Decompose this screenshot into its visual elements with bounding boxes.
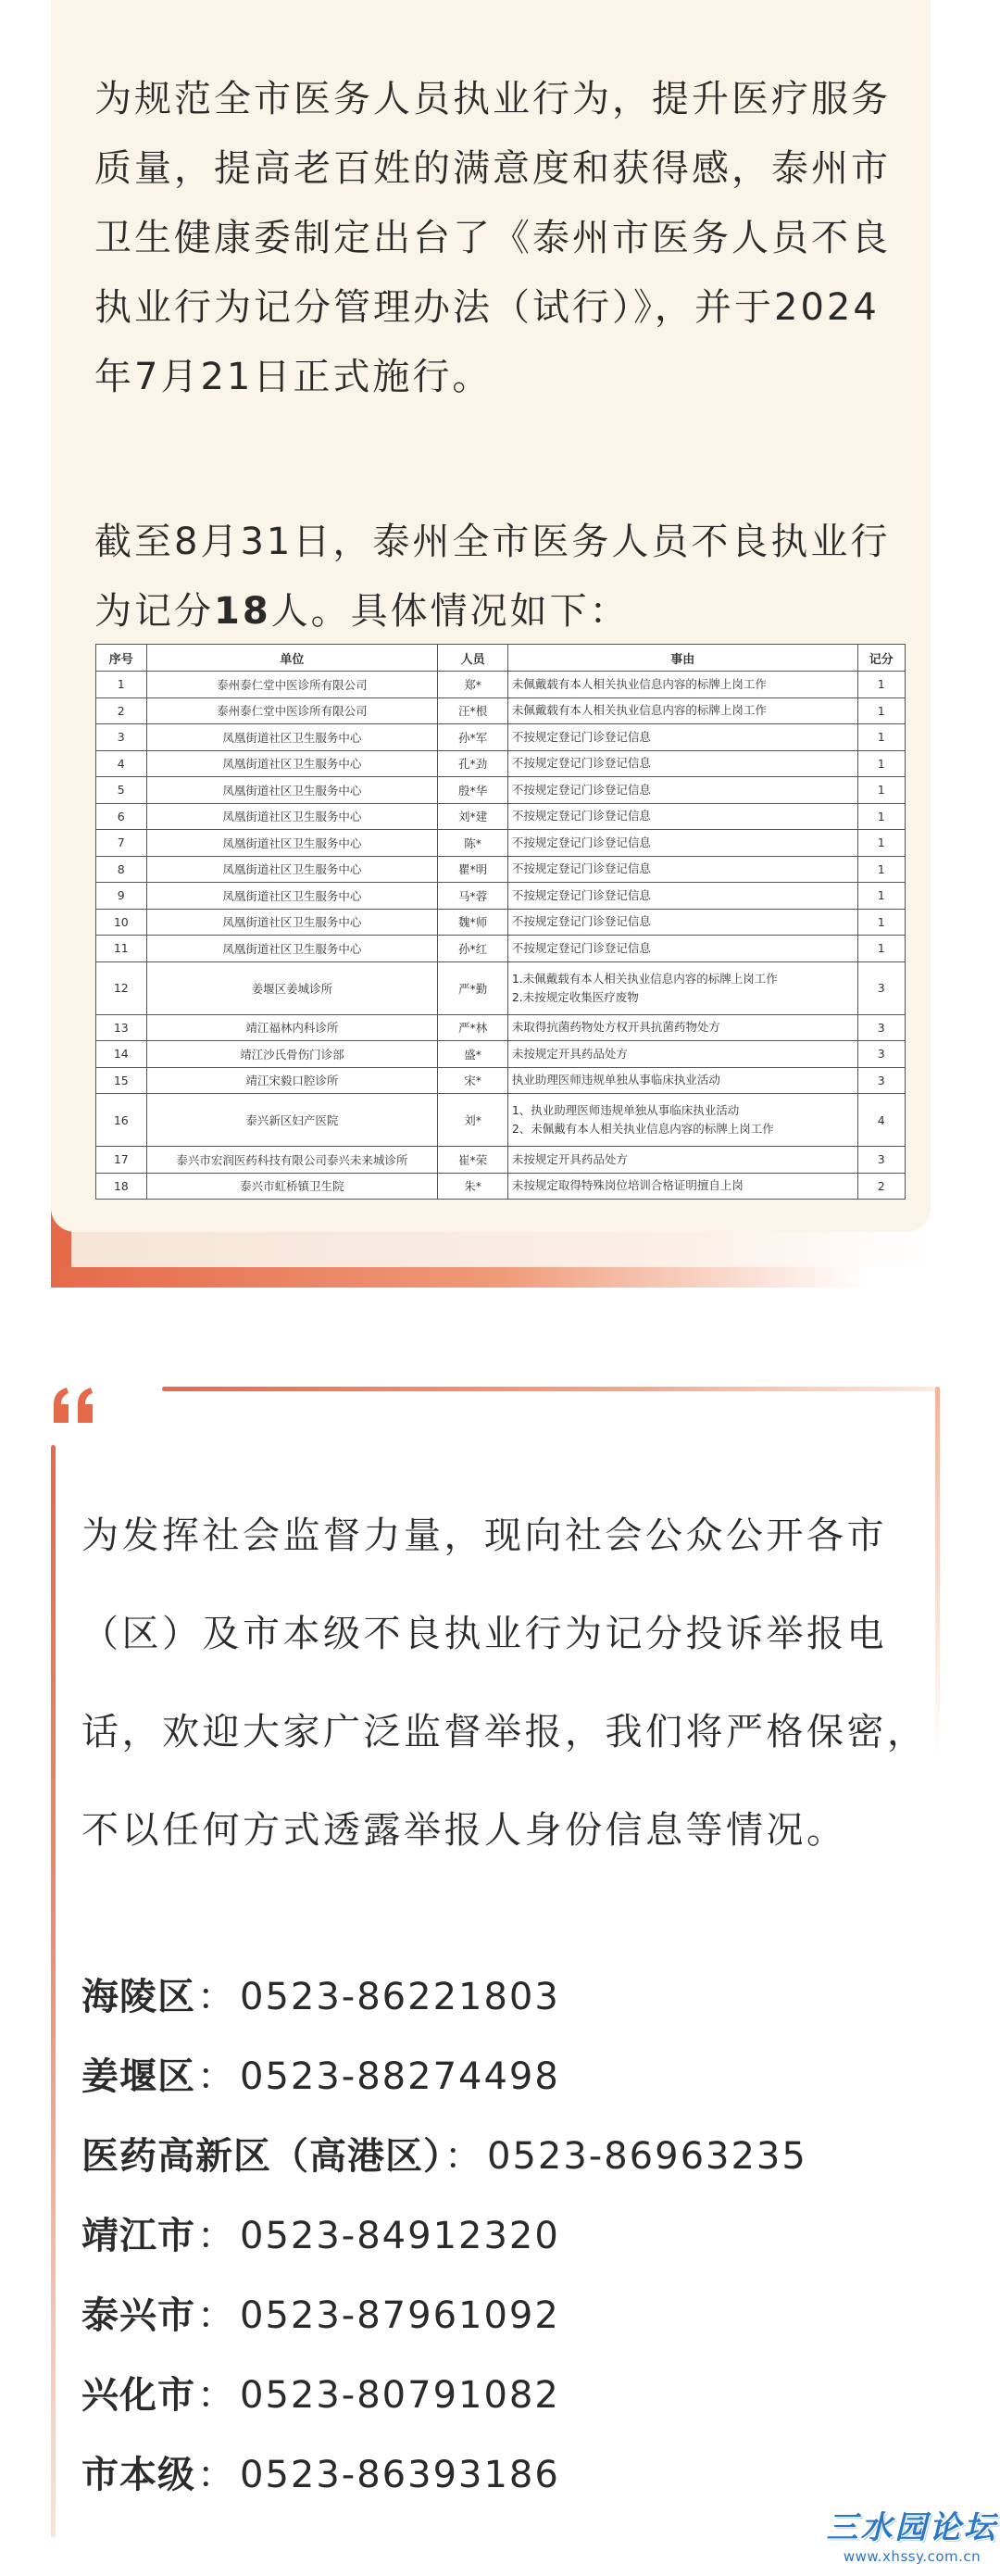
row-matter-line: 不按规定登记门诊登记信息 bbox=[511, 809, 651, 823]
hotline-list bbox=[81, 1957, 933, 2515]
row-person: 魏*师 bbox=[438, 909, 508, 936]
row-number: 15 bbox=[96, 1067, 147, 1094]
row-score: 1 bbox=[857, 724, 905, 751]
row-unit: 泰州泰仁堂中医诊所有限公司 bbox=[146, 697, 438, 724]
row-matter bbox=[507, 750, 857, 777]
row-score: 1 bbox=[857, 803, 905, 830]
hotline-district: 市本级 bbox=[81, 2454, 195, 2496]
hotline-district: 靖江市 bbox=[81, 2215, 195, 2257]
row-score: 3 bbox=[857, 1147, 905, 1174]
row-person: 严*勤 bbox=[438, 961, 508, 1014]
row-number: 13 bbox=[96, 1014, 147, 1041]
row-unit: 凤凰街道社区卫生服务中心 bbox=[146, 803, 438, 830]
table-body bbox=[96, 672, 906, 1200]
hotline-separator: ： bbox=[197, 2055, 234, 2098]
quote-frame-right bbox=[935, 1387, 940, 1757]
row-matter-line: 不按规定登记门诊登记信息 bbox=[511, 756, 651, 771]
hotline-phone[interactable]: 0523-88274498 bbox=[240, 2055, 560, 2098]
hotline-district: 海陵区 bbox=[81, 1976, 195, 2018]
summary-text-before: 截至8月31日，泰州全市医务人员不良执业行为记分 bbox=[94, 521, 891, 633]
hotline-phone[interactable]: 0523-86963235 bbox=[487, 2135, 807, 2178]
table-row bbox=[96, 856, 906, 883]
row-person: 殷*华 bbox=[438, 777, 508, 804]
row-matter bbox=[507, 697, 857, 724]
row-unit: 凤凰街道社区卫生服务中心 bbox=[146, 750, 438, 777]
row-unit: 泰兴新区妇产医院 bbox=[146, 1094, 438, 1147]
row-matter-line: 不按规定登记门诊登记信息 bbox=[511, 782, 651, 797]
row-person: 崔*荣 bbox=[438, 1147, 508, 1174]
row-person: 刘* bbox=[438, 1094, 508, 1147]
row-matter-line: 未佩戴载有本人相关执业信息内容的标牌上岗工作 bbox=[511, 703, 767, 718]
forum-watermark bbox=[824, 2507, 1000, 2572]
row-number: 1 bbox=[96, 672, 147, 698]
row-matter-line: 1、执业助理医师违规单独从事临床执业活动 bbox=[511, 1103, 740, 1117]
row-score: 3 bbox=[857, 1067, 905, 1094]
header-no: 序号 bbox=[96, 645, 147, 672]
row-unit: 泰兴市宏润医药科技有限公司泰兴未来城诊所 bbox=[146, 1147, 438, 1174]
row-matter-line: 不按规定登记门诊登记信息 bbox=[511, 729, 651, 744]
row-score: 1 bbox=[857, 777, 905, 804]
row-score: 3 bbox=[857, 961, 905, 1014]
row-score: 3 bbox=[857, 1014, 905, 1041]
hotline-separator: ： bbox=[444, 2135, 481, 2178]
row-score: 4 bbox=[857, 1094, 905, 1147]
row-score: 1 bbox=[857, 883, 905, 910]
row-number: 3 bbox=[96, 724, 147, 751]
header-matter: 事由 bbox=[507, 645, 857, 672]
card-shadow bbox=[71, 1232, 932, 1267]
hotline-item bbox=[81, 2356, 933, 2435]
table-row bbox=[96, 883, 906, 910]
row-number: 10 bbox=[96, 909, 147, 936]
hotline-item bbox=[81, 2276, 933, 2356]
row-number: 4 bbox=[96, 750, 147, 777]
table-row bbox=[96, 936, 906, 962]
row-matter-line: 不按规定登记门诊登记信息 bbox=[511, 861, 651, 876]
row-matter-line: 未取得抗菌药物处方权开具抗菌药物处方 bbox=[511, 1020, 720, 1035]
row-matter bbox=[507, 936, 857, 962]
table-row bbox=[96, 830, 906, 857]
row-number: 8 bbox=[96, 856, 147, 883]
summary-text-after: 人。具体情况如下： bbox=[270, 590, 630, 633]
row-number: 7 bbox=[96, 830, 147, 857]
hotline-separator: ： bbox=[197, 1976, 234, 2018]
row-unit: 凤凰街道社区卫生服务中心 bbox=[146, 830, 438, 857]
hotline-district: 泰兴市 bbox=[81, 2294, 195, 2337]
row-matter bbox=[507, 1041, 857, 1068]
row-matter bbox=[507, 1014, 857, 1041]
row-person: 孔*劲 bbox=[438, 750, 508, 777]
header-person: 人员 bbox=[438, 645, 508, 672]
row-matter-line: 2.未按规定收集医疗废物 bbox=[511, 989, 639, 1004]
row-matter bbox=[507, 883, 857, 910]
row-number: 5 bbox=[96, 777, 147, 804]
row-person: 宋* bbox=[438, 1067, 508, 1094]
hotline-phone[interactable]: 0523-87961092 bbox=[240, 2294, 560, 2337]
row-score: 3 bbox=[857, 1041, 905, 1068]
row-number: 2 bbox=[96, 697, 147, 724]
row-matter bbox=[507, 1067, 857, 1094]
hotline-district: 兴化市 bbox=[81, 2374, 195, 2417]
row-matter bbox=[507, 961, 857, 1014]
hotline-separator: ： bbox=[197, 2374, 234, 2417]
row-person: 刘*建 bbox=[438, 803, 508, 830]
row-person: 朱* bbox=[438, 1173, 508, 1200]
row-score: 1 bbox=[857, 672, 905, 698]
row-score: 1 bbox=[857, 697, 905, 724]
table-row bbox=[96, 1014, 906, 1041]
quote-frame-top bbox=[162, 1387, 940, 1391]
table-row bbox=[96, 909, 906, 936]
row-number: 17 bbox=[96, 1147, 147, 1174]
row-person: 汪*根 bbox=[438, 697, 508, 724]
row-matter bbox=[507, 1147, 857, 1174]
card-accent-bottom bbox=[51, 1267, 866, 1288]
row-number: 18 bbox=[96, 1173, 147, 1200]
quote-frame-left bbox=[51, 1445, 56, 2538]
table-row bbox=[96, 777, 906, 804]
row-score: 2 bbox=[857, 1173, 905, 1200]
row-score: 1 bbox=[857, 856, 905, 883]
row-matter-line: 执业助理医师违规单独从事临床执业活动 bbox=[511, 1073, 720, 1087]
row-matter-line: 未按规定开具药品处方 bbox=[511, 1046, 628, 1061]
row-matter bbox=[507, 672, 857, 698]
row-number: 14 bbox=[96, 1041, 147, 1068]
table-row bbox=[96, 803, 906, 830]
row-unit: 泰州泰仁堂中医诊所有限公司 bbox=[146, 672, 438, 698]
hotline-district: 医药高新区（高港区） bbox=[81, 2135, 443, 2178]
table-row bbox=[96, 1094, 906, 1147]
header-score: 记分 bbox=[857, 645, 905, 672]
quote-mark-icon bbox=[48, 1382, 104, 1428]
hotline-phone[interactable]: 0523-86221803 bbox=[240, 1976, 560, 2018]
row-matter-line: 未佩戴载有本人相关执业信息内容的标牌上岗工作 bbox=[511, 676, 767, 691]
row-matter bbox=[507, 909, 857, 936]
summary-count: 18 bbox=[214, 590, 271, 633]
row-matter bbox=[507, 1173, 857, 1200]
table-row bbox=[96, 724, 906, 751]
row-unit: 凤凰街道社区卫生服务中心 bbox=[146, 883, 438, 910]
hotline-phone[interactable]: 0523-86393186 bbox=[240, 2454, 560, 2496]
table-row bbox=[96, 1173, 906, 1200]
watermark-url: www.xhssy.com.cn bbox=[843, 2548, 981, 2565]
row-matter-line: 不按规定登记门诊登记信息 bbox=[511, 940, 651, 955]
table-row bbox=[96, 750, 906, 777]
row-number: 12 bbox=[96, 961, 147, 1014]
row-number: 9 bbox=[96, 883, 147, 910]
row-unit: 泰兴市虹桥镇卫生院 bbox=[146, 1173, 438, 1200]
table-row bbox=[96, 961, 906, 1014]
row-unit: 凤凰街道社区卫生服务中心 bbox=[146, 936, 438, 962]
row-matter-line: 不按规定登记门诊登记信息 bbox=[511, 835, 651, 849]
row-score: 1 bbox=[857, 936, 905, 962]
summary-paragraph bbox=[94, 508, 909, 647]
row-matter bbox=[507, 803, 857, 830]
hotline-item bbox=[81, 2196, 933, 2276]
row-matter bbox=[507, 724, 857, 751]
row-unit: 靖江沙氏骨伤门诊部 bbox=[146, 1041, 438, 1068]
row-unit: 姜堰区姜城诊所 bbox=[146, 961, 438, 1014]
row-unit: 靖江宋毅口腔诊所 bbox=[146, 1067, 438, 1094]
table-row bbox=[96, 1147, 906, 1174]
row-matter-line: 1.未佩戴载有本人相关执业信息内容的标牌上岗工作 bbox=[511, 971, 778, 986]
watermark-brand: 三水园论坛 bbox=[826, 2509, 998, 2546]
row-matter-line: 不按规定登记门诊登记信息 bbox=[511, 914, 651, 929]
row-number: 6 bbox=[96, 803, 147, 830]
hotline-separator: ： bbox=[197, 2215, 234, 2257]
row-person: 孙*红 bbox=[438, 936, 508, 962]
row-matter-line: 2、未佩戴有本人相关执业信息内容的标牌上岗工作 bbox=[511, 1122, 774, 1136]
table-row bbox=[96, 672, 906, 698]
table-row bbox=[96, 1041, 906, 1068]
row-matter bbox=[507, 777, 857, 804]
hotline-separator: ： bbox=[197, 2294, 234, 2337]
row-matter-line: 不按规定登记门诊登记信息 bbox=[511, 887, 651, 902]
row-matter-line: 未按规定取得特殊岗位培训合格证明擅自上岗 bbox=[511, 1178, 744, 1193]
table-row bbox=[96, 1067, 906, 1094]
hotline-item bbox=[81, 1957, 933, 2037]
row-person: 孙*军 bbox=[438, 724, 508, 751]
header-unit: 单位 bbox=[146, 645, 438, 672]
row-person: 严*林 bbox=[438, 1014, 508, 1041]
hotline-item bbox=[81, 2117, 933, 2196]
row-person: 瞿*明 bbox=[438, 856, 508, 883]
row-unit: 凤凰街道社区卫生服务中心 bbox=[146, 856, 438, 883]
row-unit: 靖江福林内科诊所 bbox=[146, 1014, 438, 1041]
hotline-item bbox=[81, 2435, 933, 2515]
row-number: 16 bbox=[96, 1094, 147, 1147]
hotline-item bbox=[81, 2037, 933, 2117]
row-score: 1 bbox=[857, 750, 905, 777]
table-row bbox=[96, 697, 906, 724]
hotline-phone[interactable]: 0523-84912320 bbox=[240, 2215, 560, 2257]
table-header-row bbox=[96, 645, 906, 672]
row-person: 郑* bbox=[438, 672, 508, 698]
row-person: 盛* bbox=[438, 1041, 508, 1068]
hotline-phone[interactable]: 0523-80791082 bbox=[240, 2374, 560, 2417]
scoring-table bbox=[95, 644, 906, 1200]
row-score: 1 bbox=[857, 909, 905, 936]
row-matter bbox=[507, 856, 857, 883]
row-score: 1 bbox=[857, 830, 905, 857]
row-person: 陈* bbox=[438, 830, 508, 857]
row-number: 11 bbox=[96, 936, 147, 962]
hotline-district: 姜堰区 bbox=[81, 2055, 195, 2098]
row-matter-line: 未按规定开具药品处方 bbox=[511, 1151, 628, 1166]
row-unit: 凤凰街道社区卫生服务中心 bbox=[146, 909, 438, 936]
row-person: 马*蓉 bbox=[438, 883, 508, 910]
row-matter bbox=[507, 1094, 857, 1147]
row-unit: 凤凰街道社区卫生服务中心 bbox=[146, 777, 438, 804]
row-matter bbox=[507, 830, 857, 857]
intro-paragraph: 为规范全市医务人员执业行为，提升医疗服务质量，提高老百姓的满意度和获得感，泰州市卫生健康委制定出台了《泰州市医务人员不良执业行为记分管理办法（试行）》，并于2024年7月21日正式施行。 bbox=[94, 78, 891, 398]
hotline-separator: ： bbox=[197, 2454, 234, 2496]
notice-paragraph: 为发挥社会监督力量，现向社会公众公开各市（区）及市本级不良执业行为记分投诉举报电话，欢迎大家广泛监督举报，我们将严格保密，不以任何方式透露举报人身份信息等情况。 bbox=[81, 1514, 928, 1852]
row-unit: 凤凰街道社区卫生服务中心 bbox=[146, 724, 438, 751]
